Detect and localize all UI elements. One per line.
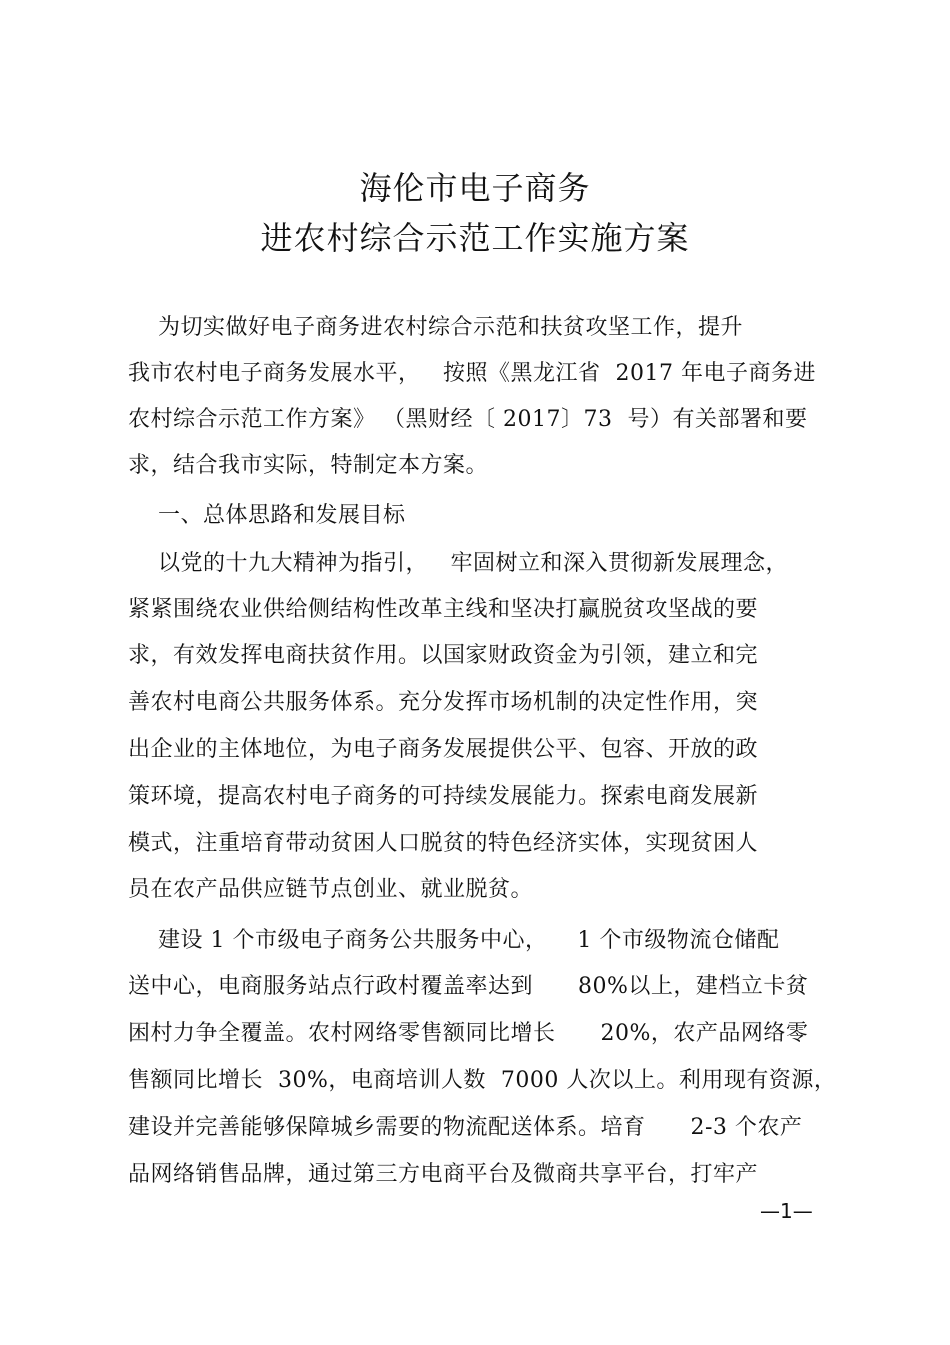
- body-line: 以党的十九大精神为指引， 牢固树立和深入贯彻新发展理念，: [128, 551, 788, 576]
- page-number: —1—: [760, 1199, 813, 1223]
- body-line: 农村综合示范工作方案》 （黑财经〔 2017〕73 号）有关部署和要: [128, 407, 808, 432]
- body-line: 售额同比增长 30%，电商培训人数 7000 人次以上。利用现有资源，: [128, 1068, 837, 1093]
- body-line: 为切实做好电子商务进农村综合示范和扶贫攻坚工作，提升: [128, 315, 743, 340]
- body-line: 我市农村电子商务发展水平， 按照《黑龙江省 2017 年电子商务进: [128, 361, 816, 386]
- document-title-line-2: 进农村综合示范工作实施方案: [260, 219, 690, 257]
- body-line: 送中心，电商服务站点行政村覆盖率达到 80%以上，建档立卡贫: [128, 974, 809, 999]
- body-line: 员在农产品供应链节点创业、就业脱贫。: [128, 877, 534, 902]
- body-line: 求，有效发挥电商扶贫作用。以国家财政资金为引领，建立和完: [128, 643, 759, 668]
- body-line: 策环境，提高农村电子商务的可持续发展能力。探索电商发展新: [128, 784, 759, 809]
- section-heading: 一、总体思路和发展目标: [128, 503, 406, 528]
- document-title-line-1: 海伦市电子商务: [359, 169, 591, 207]
- body-line: 困村力争全覆盖。农村网络零售额同比增长 20%，农产品网络零: [128, 1021, 809, 1046]
- body-line: 模式，注重培育带动贫困人口脱贫的特色经济实体，实现贫困人: [128, 831, 759, 856]
- body-line: 品网络销售品牌，通过第三方电商平台及微商共享平台，打牢产: [128, 1162, 759, 1187]
- body-line: 出企业的主体地位，为电子商务发展提供公平、包容、开放的政: [128, 737, 759, 762]
- body-line: 求，结合我市实际，特制定本方案。: [128, 453, 489, 478]
- body-line: 善农村电商公共服务体系。充分发挥市场机制的决定性作用，突: [128, 690, 759, 715]
- body-line: 建设并完善能够保障城乡需要的物流配送体系。培育 2-3 个农产: [128, 1115, 803, 1140]
- body-line: 建设 1 个市级电子商务公共服务中心， 1 个市级物流仓储配: [128, 928, 780, 953]
- body-line: 紧紧围绕农业供给侧结构性改革主线和坚决打赢脱贫攻坚战的要: [128, 597, 759, 622]
